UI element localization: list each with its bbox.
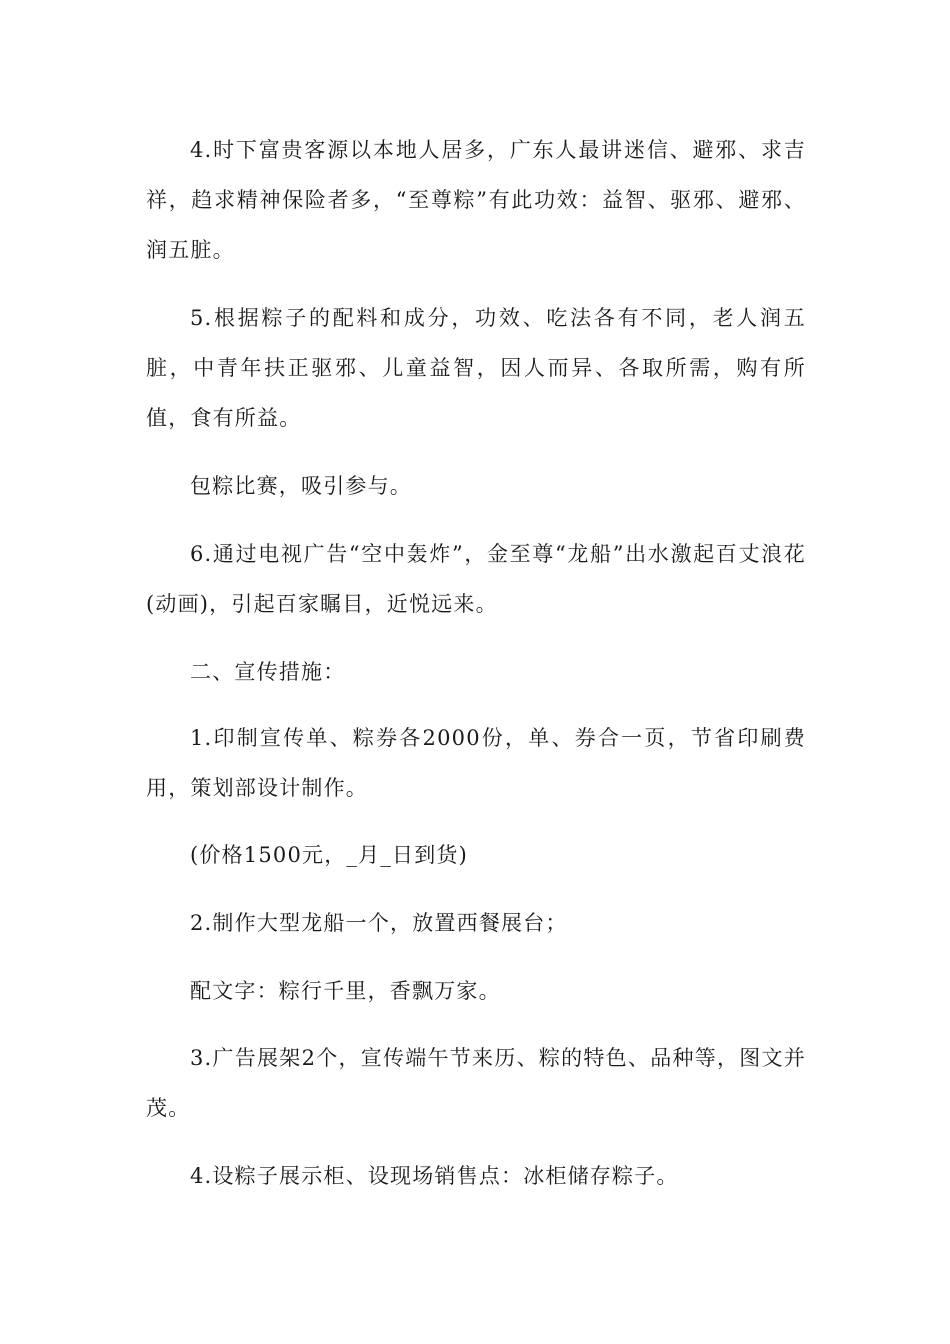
section-heading-promotion: 二、宣传措施：: [190, 660, 346, 684]
paragraph-slogan: 配文字：粽行千里，香飘万家。: [190, 979, 501, 1003]
paragraph-contest: 包粽比赛，吸引参与。: [190, 474, 412, 498]
paragraph-item-5-ingredients: 5.根据粽子的配料和成分，功效、吃法各有不同，老人润五脏，中青年扶正驱邪、儿童益智，因人而异、各取所需，购有所值，食有所益。: [146, 306, 806, 430]
paragraph-promo-2-dragon-boat: 2.制作大型龙船一个，放置西餐展台；: [190, 911, 568, 935]
paragraph-promo-3-display-racks: 3.广告展架2个，宣传端午节来历、粽的特色、品种等，图文并茂。: [146, 1046, 806, 1120]
paragraph-promo-4-showcase: 4.设粽子展示柜、设现场销售点：冰柜储存粽子。: [190, 1164, 679, 1188]
paragraph-item-6-tv-ad: 6.通过电视广告“空中轰炸”，金至尊“龙船”出水激起百丈浪花(动画)，引起百家瞩目，近悦远来。: [146, 542, 806, 616]
paragraph-price-note: (价格1500元，_月_日到货): [190, 843, 469, 867]
paragraph-item-4-customers: 4.时下富贵客源以本地人居多，广东人最讲迷信、避邪、求吉祥，趋求精神保险者多，“至尊粽”有此功效：益智、驱邪、避邪、润五脏。: [146, 138, 806, 262]
paragraph-promo-1-flyers: 1.印制宣传单、粽券各2000份，单、券合一页，节省印刷费用，策划部设计制作。: [146, 726, 806, 800]
